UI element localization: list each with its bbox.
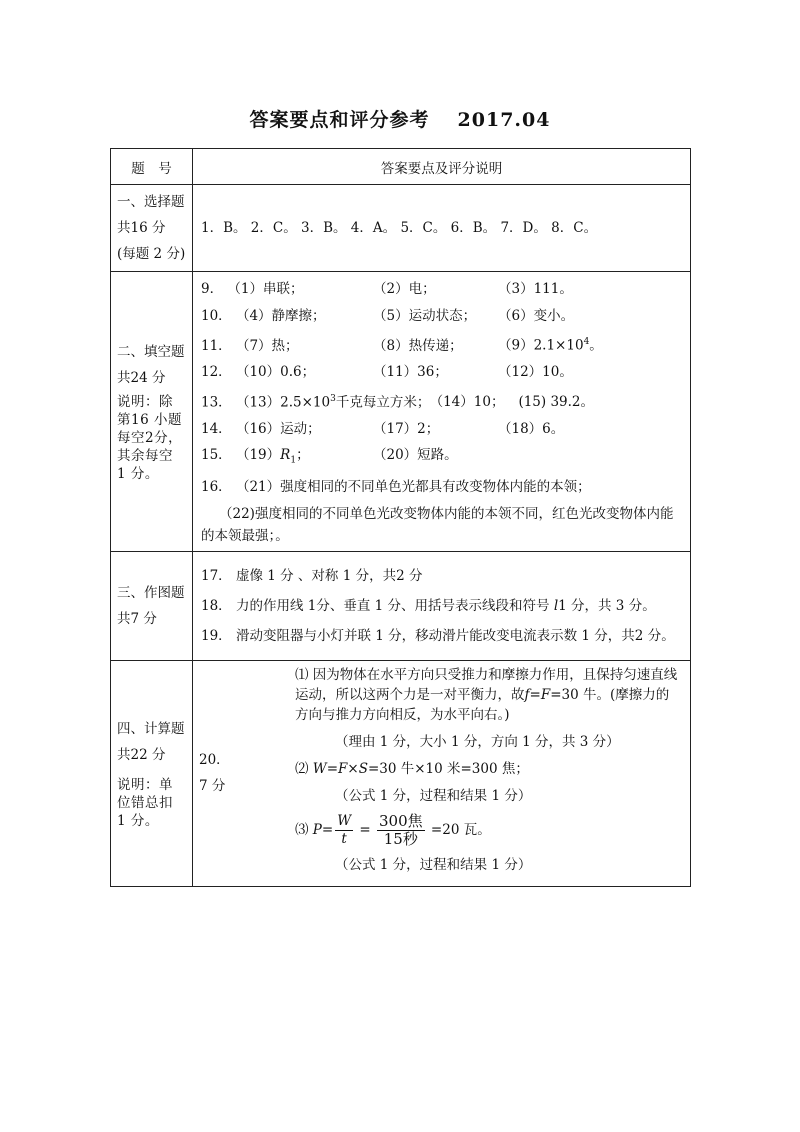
calc-inner-table xyxy=(193,661,690,886)
section-calc-name: 四、计算题 xyxy=(117,721,185,738)
section-choice-answers xyxy=(193,185,691,272)
section-fill-note: 说明：除第16 小题每空2分，其余每空 1 分。 xyxy=(117,394,183,483)
q9-a1: 9． （1）串联； xyxy=(201,281,304,297)
fill-row-12 xyxy=(201,359,682,386)
section-fill-name: 二、填空题 xyxy=(117,344,185,361)
fill-row-11: 11． （7）热； （8）热传递； $(9)2.1\times 10^4$。 xyxy=(201,329,682,359)
calc-part1-score: （理由 1 分，大小 1 分，方向 1 分，共 3 分） xyxy=(335,733,620,750)
calc-part3-score: （公式 1 分，过程和结果 1 分） xyxy=(335,856,532,873)
q11-exponent: 4 xyxy=(583,337,590,347)
q11-a7: 11． （7）热； xyxy=(201,337,299,354)
q14-a18: （18）6。 xyxy=(498,420,565,437)
section-fill-total: 共24 分 xyxy=(117,370,166,387)
section-calc-total: 共22 分 xyxy=(117,747,166,764)
q15-symbol: R xyxy=(280,447,291,463)
fill-row-9 xyxy=(201,276,682,303)
section-draw-label xyxy=(111,551,193,660)
calc-question-points: 7 分 xyxy=(199,778,226,795)
q12-a10: 12． （10）0.6； xyxy=(201,364,316,380)
fraction-values: $\frac{\text{300焦}}{\text{15秒}}$ xyxy=(379,811,423,848)
choice-answers-text: 1．B。 2．C。 3．B。 4．A。 5．C。 6．B。 7．D。 8．C。 xyxy=(201,219,598,236)
draw-q19: 19． 滑动变阻器与小灯并联 1 分，移动滑片能改变电流表示数 1 分，共2 分。 xyxy=(201,627,675,644)
calc-question-number: 20． xyxy=(199,752,230,769)
q11-a8: （8）热传递； xyxy=(373,337,463,354)
section-choice-total: 共16 分 xyxy=(117,220,166,236)
fill-row-13 xyxy=(201,386,682,416)
title-year: 2017.04 xyxy=(457,109,551,131)
q10-a4: 10． （4）静摩擦； xyxy=(201,307,326,324)
calc-part1: ⑴ 因为物体在水平方向只受推力和摩擦力作用，且保持匀速直线运动，所以这两个力是一对平衡力，故f=F=30 牛。(摩擦力的方向与推力方向相反，为水平向右。) xyxy=(295,666,678,723)
section-choice-name: 一、选择题 xyxy=(117,194,185,210)
q12-a11: （11）36； xyxy=(373,364,448,380)
fraction-w-over-t: $\frac{W}{t}$ xyxy=(337,812,352,847)
calc-question-cell xyxy=(193,661,287,886)
q13-a15: (15) 39.2。 xyxy=(518,394,595,410)
q11-a9: （9）2.1×10 xyxy=(498,337,584,354)
q14-a16: 14． （16）运动； xyxy=(201,420,321,437)
calc-part2: ⑵ W=F×S=30 牛×10 米=300 焦； xyxy=(295,760,529,777)
table-header-row xyxy=(111,149,691,185)
section-fill-answers xyxy=(193,272,691,552)
calc-answer-cell xyxy=(287,661,690,886)
answer-table xyxy=(110,148,691,887)
title-text: 答案要点和评分参考 xyxy=(249,109,430,131)
section-draw-answers xyxy=(193,551,691,660)
draw-q17: 17． 虚像 1 分 、对称 1 分，共2 分 xyxy=(201,567,423,584)
q15-subscript: 1 xyxy=(290,455,297,466)
q15-a19: 15． （19） xyxy=(201,447,281,463)
document-title xyxy=(0,105,800,132)
section-calc-row xyxy=(111,660,691,886)
q15-a20: （20）短路。 xyxy=(373,447,458,463)
calc-part2-score: （公式 1 分，过程和结果 1 分） xyxy=(335,787,532,804)
q14-a17: （17）2； xyxy=(373,420,440,437)
q13-exponent: 3 xyxy=(330,393,336,404)
q13-a14: （14）10； xyxy=(436,394,505,410)
section-choice-note: (每题 2 分) xyxy=(117,246,186,262)
q18-symbol: l xyxy=(553,597,559,614)
draw-q18: 18． 力的作用线 1分、垂直 1 分、用括号表示线段和符号 l1 分，共 3 分。 xyxy=(201,597,656,614)
section-calc-label xyxy=(111,660,193,886)
fill-row-10 xyxy=(201,303,682,330)
section-draw-row xyxy=(111,551,691,660)
q10-a5: （5）运动状态； xyxy=(373,307,477,324)
header-answer-points: 答案要点及评分说明 xyxy=(193,149,691,185)
section-choice-label xyxy=(111,185,193,272)
section-fill-row xyxy=(111,272,691,552)
fill-row-14 xyxy=(201,416,682,443)
fill-row-16: 16． （21）强度相同的不同单色光都具有改变物体内能的本领； xyxy=(201,479,591,496)
q9-a2: （2）电； xyxy=(373,281,436,297)
fill-row-16-part2: （22)强度相同的不同单色光改变物体内能的本领不同，红色光改变物体内能的本领最强；。 xyxy=(201,505,674,544)
section-draw-name: 三、作图题 xyxy=(117,584,185,601)
fill-row-15: 15． $(19)R_1$； （20）短路。 xyxy=(201,447,458,466)
section-fill-label xyxy=(111,272,193,552)
q13-a13: 13． （13）2.5×10 xyxy=(201,394,331,410)
section-calc-content xyxy=(193,660,691,886)
section-draw-total: 共7 分 xyxy=(117,610,157,627)
q12-a12: （12）10。 xyxy=(498,364,573,380)
calc-part3: ⑶ P= $\frac{W}{t}$ = $\frac{\text{300焦}}{\text{15秒}}$ =20 瓦。 xyxy=(295,811,491,848)
section-choice-row xyxy=(111,185,691,272)
header-question-number: 题 号 xyxy=(111,149,193,185)
q13-unit: 千克每立方米； xyxy=(335,394,431,410)
section-calc-note: 说明：单位错总扣 1 分。 xyxy=(117,777,173,830)
q9-a3: （3）111。 xyxy=(498,281,573,297)
q10-a6: （6）变小。 xyxy=(498,307,575,324)
